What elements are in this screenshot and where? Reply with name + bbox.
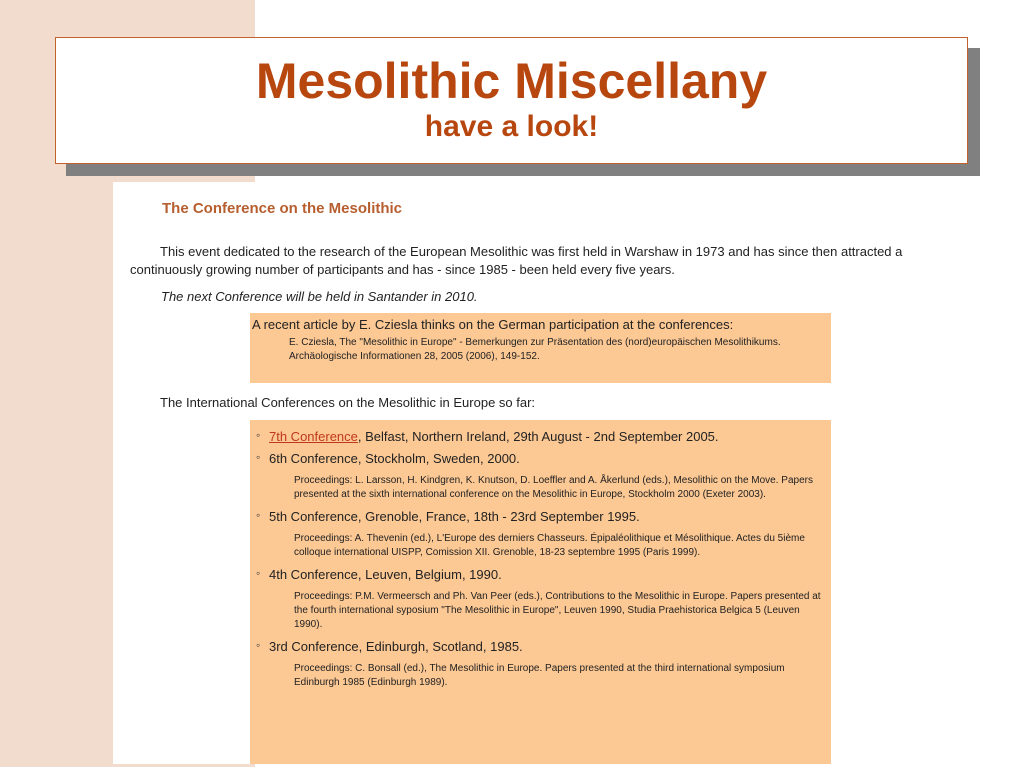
screenshot-content xyxy=(113,182,903,764)
intro-paragraph xyxy=(130,243,910,279)
next-conference-note: The next Conference will be held in Santander in 2010. xyxy=(161,289,478,304)
conference-proceedings: Proceedings: A. Thevenin (ed.), L'Europe des derniers Chasseurs. Épipaléolithique et Mésolithique. Actes du 5ième colloque international UISPP, Comission XII. Grenoble, 18-23 septembre 1995 (Paris 1999). xyxy=(294,533,805,558)
bullet-icon: ◦ xyxy=(256,508,261,522)
bullet-icon: ◦ xyxy=(256,638,261,652)
conference-title: 6th Conference, Stockholm, Sweden, 2000. xyxy=(269,451,520,466)
intro-text: This event dedicated to the research of the European Mesolithic was first held in Warshaw in 1973 and has since then attracted a continuously growing number of participants and has - since 1985 - been held every five years. xyxy=(130,244,903,277)
conference-proceedings: Proceedings: L. Larsson, H. Kindgren, K. Knutson, D. Loeffler and A. Åkerlund (eds.), Mesolithic on the Move. Papers presented at the sixth international conference on the Mesolithic in Europe, Stockholm 2000 (Exeter 2003). xyxy=(294,475,813,500)
conference-title xyxy=(269,428,831,446)
article-box xyxy=(250,313,831,383)
list-item xyxy=(256,428,831,446)
bullet-icon: ◦ xyxy=(256,428,261,442)
bullet-icon: ◦ xyxy=(256,450,261,464)
conference-proceedings: Proceedings: C. Bonsall (ed.), The Mesolithic in Europe. Papers presented at the third international symposium Edinburgh 1985 (Edinburgh 1989). xyxy=(294,663,785,688)
list-item xyxy=(256,508,831,560)
conferences-intro: The International Conferences on the Mesolithic in Europe so far: xyxy=(160,395,536,410)
conference-title: 3rd Conference, Edinburgh, Scotland, 1985. xyxy=(269,639,523,654)
conference-title: 5th Conference, Grenoble, France, 18th - 23rd September 1995. xyxy=(269,509,640,524)
list-item xyxy=(256,566,831,632)
title-box xyxy=(55,37,968,164)
conference-7-details: , Belfast, Northern Ireland, 29th August - 2nd September 2005. xyxy=(357,429,719,444)
section-heading: The Conference on the Mesolithic xyxy=(162,200,403,217)
list-item xyxy=(256,450,831,502)
slide-title: Mesolithic Miscellany xyxy=(255,53,768,109)
conference-title: 4th Conference, Leuven, Belgium, 1990. xyxy=(269,567,502,582)
conference-list xyxy=(250,420,831,764)
slide-subtitle: have a look! xyxy=(424,110,599,143)
bullet-icon: ◦ xyxy=(256,566,261,580)
article-lead: A recent article by E. Cziesla thinks on the German participation at the conferences: xyxy=(252,317,734,332)
list-item xyxy=(256,638,831,690)
conference-proceedings: Proceedings: P.M. Vermeersch and Ph. Van Peer (eds.), Contributions to the Mesolithic in Europe. Papers presented at the fourth international syposium "The Mesolithic in Europe", Leuven 1990, Studia Praehistorica Belgica 5 (Leuven 1990). xyxy=(294,591,821,630)
article-reference: E. Cziesla, The "Mesolithic in Europe" - Bemerkungen zur Präsentation des (nord)europäischen Mesolithikums. Archäologische Informationen 28, 2005 (2006), 149-152. xyxy=(289,337,781,362)
conference-7-link[interactable]: 7th Conference xyxy=(269,429,358,444)
